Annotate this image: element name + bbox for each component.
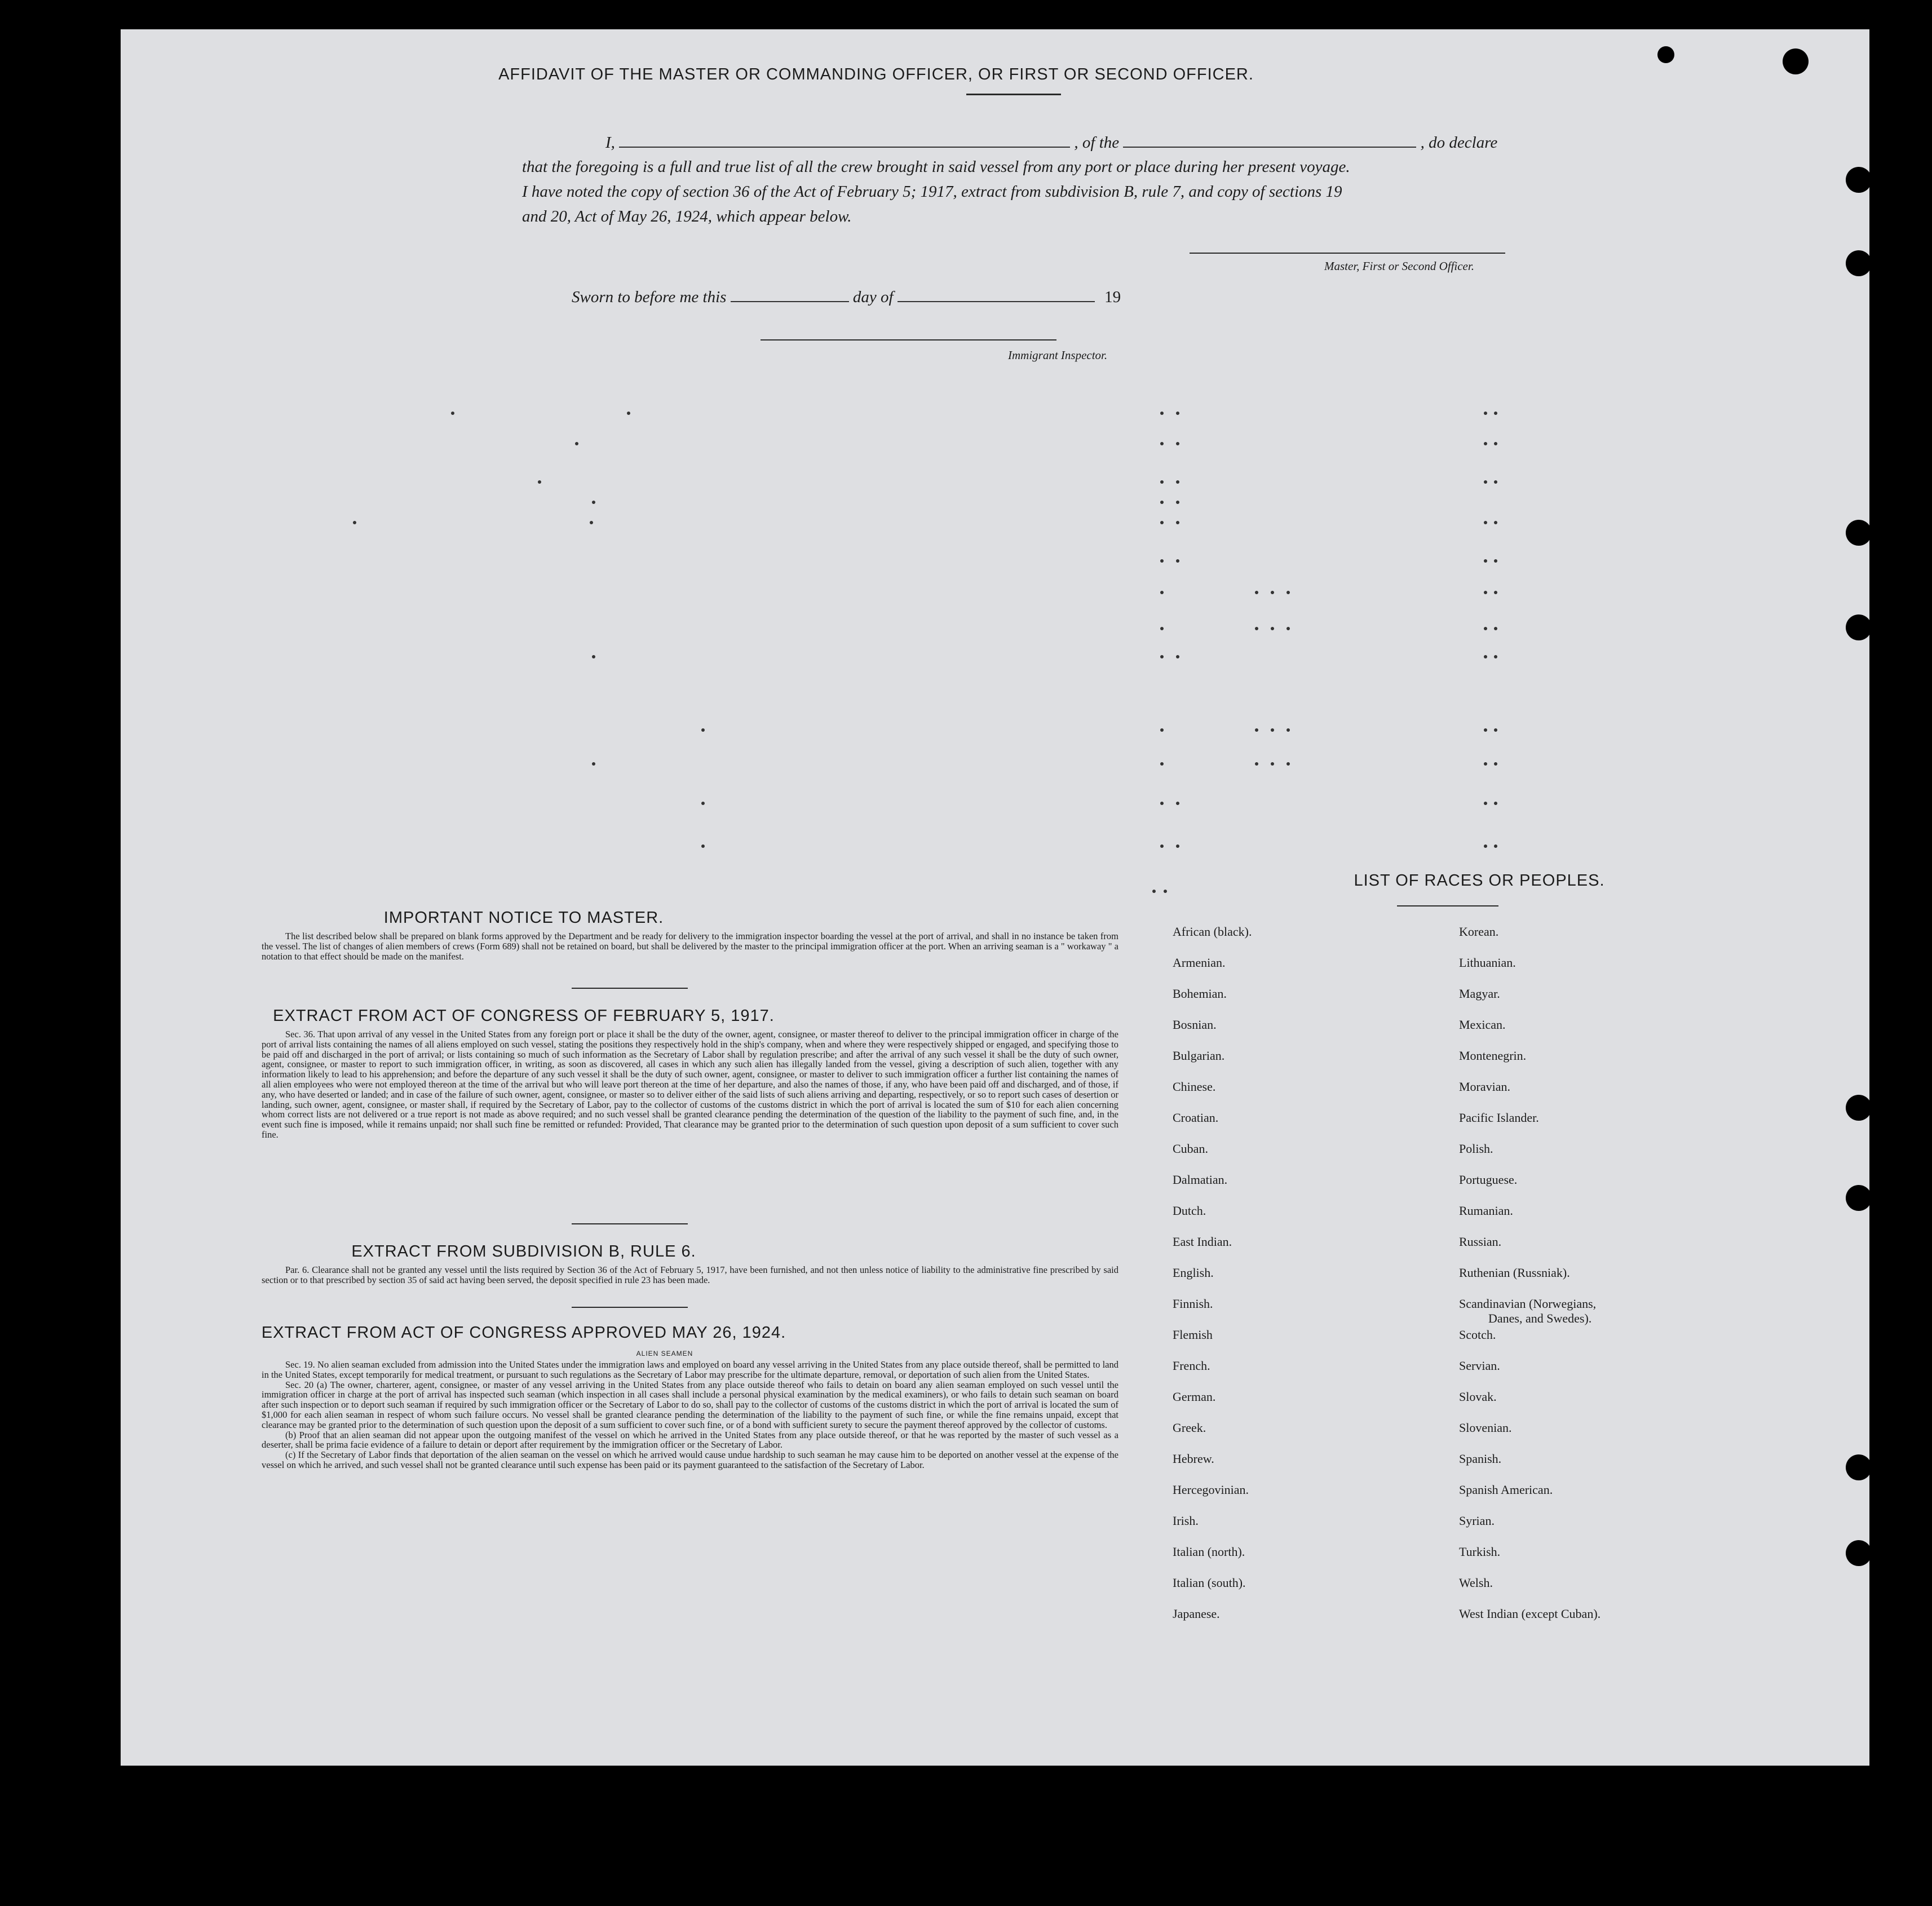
- punch-hole: [1846, 1095, 1872, 1121]
- race-entry: German.: [1173, 1390, 1216, 1404]
- alien-seamen-subtitle: ALIEN SEAMEN: [636, 1350, 693, 1357]
- race-entry: Spanish.: [1459, 1452, 1502, 1466]
- race-entry: Servian.: [1459, 1359, 1500, 1373]
- races-title: LIST OF RACES OR PEOPLES.: [1354, 872, 1605, 890]
- declare-label: , do declare: [1420, 134, 1498, 152]
- race-entry: Pacific Islander.: [1459, 1111, 1539, 1125]
- race-entry: Bohemian.: [1173, 987, 1227, 1001]
- race-entry: Welsh.: [1459, 1576, 1493, 1590]
- form-sheet: [121, 29, 1869, 1766]
- race-entry: Bulgarian.: [1173, 1049, 1225, 1063]
- inspector-caption: Immigrant Inspector.: [1008, 348, 1108, 362]
- extract-rule6-title: EXTRACT FROM SUBDIVISION B, RULE 6.: [351, 1242, 696, 1261]
- race-entry: Cuban.: [1173, 1142, 1208, 1156]
- extract-1924-body: [262, 1360, 1118, 1470]
- punch-hole: [1657, 46, 1674, 63]
- race-entry: Turkish.: [1459, 1545, 1501, 1559]
- race-entry: Korean.: [1459, 925, 1499, 939]
- race-entry: French.: [1173, 1359, 1210, 1373]
- race-entry: Spanish American.: [1459, 1483, 1553, 1497]
- extract-1917-title: EXTRACT FROM ACT OF CONGRESS OF FEBRUARY 5, 1917.: [273, 1007, 775, 1025]
- race-entry: Finnish.: [1173, 1297, 1213, 1311]
- section-divider: [572, 988, 688, 989]
- day-of-label: day of: [852, 288, 894, 306]
- notice-title: IMPORTANT NOTICE TO MASTER.: [383, 909, 664, 927]
- affidavit-line-3: I have noted the copy of section 36 of the Act of February 5; 1917, extract from subdivision B, rule 7, and copy of sections 19: [522, 183, 1342, 201]
- race-entry: Slovak.: [1459, 1390, 1497, 1404]
- race-entry: Irish.: [1173, 1514, 1199, 1528]
- race-entry: Russian.: [1459, 1235, 1502, 1249]
- race-entry: Dutch.: [1173, 1204, 1206, 1218]
- race-entry: Flemish: [1173, 1328, 1213, 1342]
- affidavit-line-4: and 20, Act of May 26, 1924, which appear below.: [522, 207, 852, 225]
- punch-hole: [1846, 1185, 1872, 1211]
- sworn-label: Sworn to before me this: [572, 288, 727, 306]
- extract-rule6-body: [262, 1265, 1118, 1285]
- notice-paragraph: The list described below shall be prepared on blank forms approved by the Department and be ready for delivery to the immigration inspector boarding the vessel at the port of arrival, and shall in no instance be taken from the vessel. The list of changes of alien members of crews (Form 689) shall not be retained on board, but shall be delivered by the master to the principal immigration officer at the port. When an arriving seaman is a " workaway " a notation to that effect should be made on the manifest.: [262, 931, 1118, 962]
- sec-36-paragraph: Sec. 36. That upon arrival of any vessel in the United States from any foreign port or place it shall be the duty of the owner, agent, consignee, or master thereof to deliver to the principal immigration officer in charge of the port of arrival lists containing the names of all aliens employed on such vessel, stating the positions they respectively hold in the ship's company, when and where they were respectively shipped or engaged, and specifying those to be paid off and discharged in the port of arrival; or lists containing so much of such information as the Secretary of Labor shall by regulation prescribe; and after the arrival of any such vessel it shall be the duty of such owner, agent, consignee, or master to report to such immigration officer, in writing, as soon as discovered, all cases in which any such alien has illegally landed from the vessel, giving a description of such alien, together with any information likely to lead to his apprehension; and before the departure of any such vessel it shall be the duty of such owner, agent, consignee, or master to deliver to such immigration officer a further list containing the names of all alien employees who were not employed thereon at the time of the arrival but who will leave port thereon at the time of her departure, and also the names of those, if any, who have been paid off and discharged, and of those, if any, who have deserted or landed; and in case of the failure of such owner, agent, consignee, or master so to deliver either of the said lists of such aliens arriving and departing, respectively, or so to report such cases of desertion or landing, such owner, agent, consignee, or master shall, if required by the Secretary of Labor, pay to the collector of customs of the customs district in which the port of arrival is located the sum of $10 for each alien concerning whom correct lists are not delivered or a true report is not made as above required; and no such vessel shall be granted clearance pending the determination of the question of the liability to the payment of such fine, and, in the event such fine is imposed, while it remains unpaid; nor shall such fine be remitted or refunded: Provided, That clearance may be granted prior to the determination of such question upon deposit of a sum sufficient to cover such fine.: [262, 1029, 1118, 1140]
- race-entry: Syrian.: [1459, 1514, 1495, 1528]
- year-label: 19: [1104, 288, 1121, 306]
- race-entry: Bosnian.: [1173, 1018, 1217, 1032]
- sec-20a-paragraph: Sec. 20 (a) The owner, charterer, agent, consignee, or master of any vessel arriving in the United States from any place outside thereof who fails to detain on board any alien seaman employed on such vessel until the immigration officer in charge at the port of arrival has inspected such seaman (which inspection in all cases shall include a personal physical examination by the medical examiners), or who fails to detain such seaman on board after such inspection or to deport such seaman if required by such immigration officer or the Secretary of Labor to do so, shall pay to the collector of customs of the customs district in which the port of arrival is located the sum of $1,000 for each alien seaman in respect of whom such failure occurs. No vessel shall be granted clearance pending the determination of the liability to the payment of such fine, or while the fine remains unpaid, except that clearance may be granted prior to the determination of such question upon the deposit of a sum sufficient to cover such fine, or of a bond with sufficient surety to secure the payment thereof approved by the collector of customs.: [262, 1379, 1118, 1430]
- vessel-name-field[interactable]: [1123, 133, 1416, 148]
- punch-hole: [1783, 48, 1809, 74]
- punch-hole: [1846, 520, 1872, 546]
- race-entry: African (black).: [1173, 925, 1252, 939]
- sworn-day-field[interactable]: [731, 288, 849, 302]
- sworn-month-field[interactable]: [898, 288, 1095, 302]
- race-entry: Polish.: [1459, 1142, 1493, 1156]
- punch-hole: [1846, 1454, 1872, 1480]
- punch-hole: [1846, 250, 1872, 276]
- race-entry: Slovenian.: [1459, 1421, 1512, 1435]
- sec-20c-paragraph: (c) If the Secretary of Labor finds that deportation of the alien seaman on the vessel on which he arrived would cause undue hardship to such seaman he may cause him to be deported on another vessel at the expense of the vessel on which he arrived, and such vessel shall not be granted clearance until such expense has been paid or its payment guaranteed to the satisfaction of the Secretary of Labor.: [262, 1449, 1118, 1470]
- races-title-underline: [1397, 905, 1498, 906]
- race-entry: Chinese.: [1173, 1080, 1216, 1094]
- race-entry: Scandinavian (Norwegians,: [1459, 1297, 1597, 1311]
- race-entry: Portuguese.: [1459, 1173, 1518, 1187]
- par-6-paragraph: Par. 6. Clearance shall not be granted any vessel until the lists required by Section 36 of the Act of February 5, 1917, have been furnished, and not then unless notice of liability to the administrative fine prescribed by said section or to that prescribed by section 35 of said act having been served, the deposit specified in rule 23 has been made.: [262, 1264, 1118, 1285]
- race-entry: Mexican.: [1459, 1018, 1506, 1032]
- race-entry: West Indian (except Cuban).: [1459, 1607, 1601, 1621]
- notice-body: [262, 931, 1118, 961]
- sworn-line: [572, 288, 1121, 307]
- declarant-name-field[interactable]: [619, 133, 1070, 148]
- race-entry: Italian (north).: [1173, 1545, 1245, 1559]
- race-entry: English.: [1173, 1266, 1214, 1280]
- declarant-label: I,: [605, 134, 615, 152]
- punch-hole: [1846, 167, 1872, 193]
- race-entry: Japanese.: [1173, 1607, 1220, 1621]
- race-entry: East Indian.: [1173, 1235, 1232, 1249]
- affidavit-line-2: that the foregoing is a full and true list of all the crew brought in said vessel from any port or place during her present voyage.: [522, 158, 1350, 176]
- of-the-label: , of the: [1074, 134, 1120, 152]
- race-entry: Hercegovinian.: [1173, 1483, 1249, 1497]
- race-entry-continuation: Danes, and Swedes).: [1488, 1311, 1592, 1325]
- affidavit-line-1: [605, 133, 1497, 152]
- title-underline: [966, 94, 1061, 95]
- race-entry: Croatian.: [1173, 1111, 1219, 1125]
- section-divider: [572, 1307, 688, 1308]
- race-entry: Rumanian.: [1459, 1204, 1513, 1218]
- race-entry: Moravian.: [1459, 1080, 1511, 1094]
- race-entry: Ruthenian (Russniak).: [1459, 1266, 1570, 1280]
- race-entry: Greek.: [1173, 1421, 1206, 1435]
- master-signature-caption: Master, First or Second Officer.: [1324, 259, 1474, 273]
- sec-19-paragraph: Sec. 19. No alien seaman excluded from admission into the United States under the immigration laws and employed on board any vessel arriving in the United States from any place outside thereof, shall be permitted to land in the United States, except temporarily for medical treatment, or pursuant to such regulations as the Secretary of Labor may prescribe for the ultimate departure, removal, or deportation of such alien from the United States.: [262, 1359, 1118, 1380]
- master-signature-line[interactable]: [1190, 253, 1505, 254]
- race-entry: Montenegrin.: [1459, 1049, 1527, 1063]
- extract-1924-title: EXTRACT FROM ACT OF CONGRESS APPROVED MAY 26, 1924.: [261, 1324, 786, 1342]
- punch-hole: [1846, 614, 1872, 640]
- race-entry: Scotch.: [1459, 1328, 1496, 1342]
- race-entry: Lithuanian.: [1459, 956, 1516, 970]
- race-entry: Magyar.: [1459, 987, 1500, 1001]
- section-divider: [572, 1223, 688, 1224]
- race-entry: Dalmatian.: [1173, 1173, 1228, 1187]
- punch-hole: [1846, 1540, 1872, 1566]
- race-entry: Armenian.: [1173, 956, 1226, 970]
- inspector-signature-line[interactable]: [761, 339, 1056, 340]
- sec-20b-paragraph: (b) Proof that an alien seaman did not appear upon the outgoing manifest of the vessel on which he arrived in the United States from any place outside thereof, or that he was reported by the master of such vessel as a deserter, shall be prima facie evidence of a failure to detain or deport after requirement by the immigration officer or the Secretary of Labor.: [262, 1429, 1118, 1450]
- extract-1917-body: [262, 1029, 1118, 1140]
- affidavit-title: AFFIDAVIT OF THE MASTER OR COMMANDING OFFICER, OR FIRST OR SECOND OFFICER.: [498, 65, 1254, 83]
- race-entry: Hebrew.: [1173, 1452, 1214, 1466]
- race-entry: Italian (south).: [1173, 1576, 1246, 1590]
